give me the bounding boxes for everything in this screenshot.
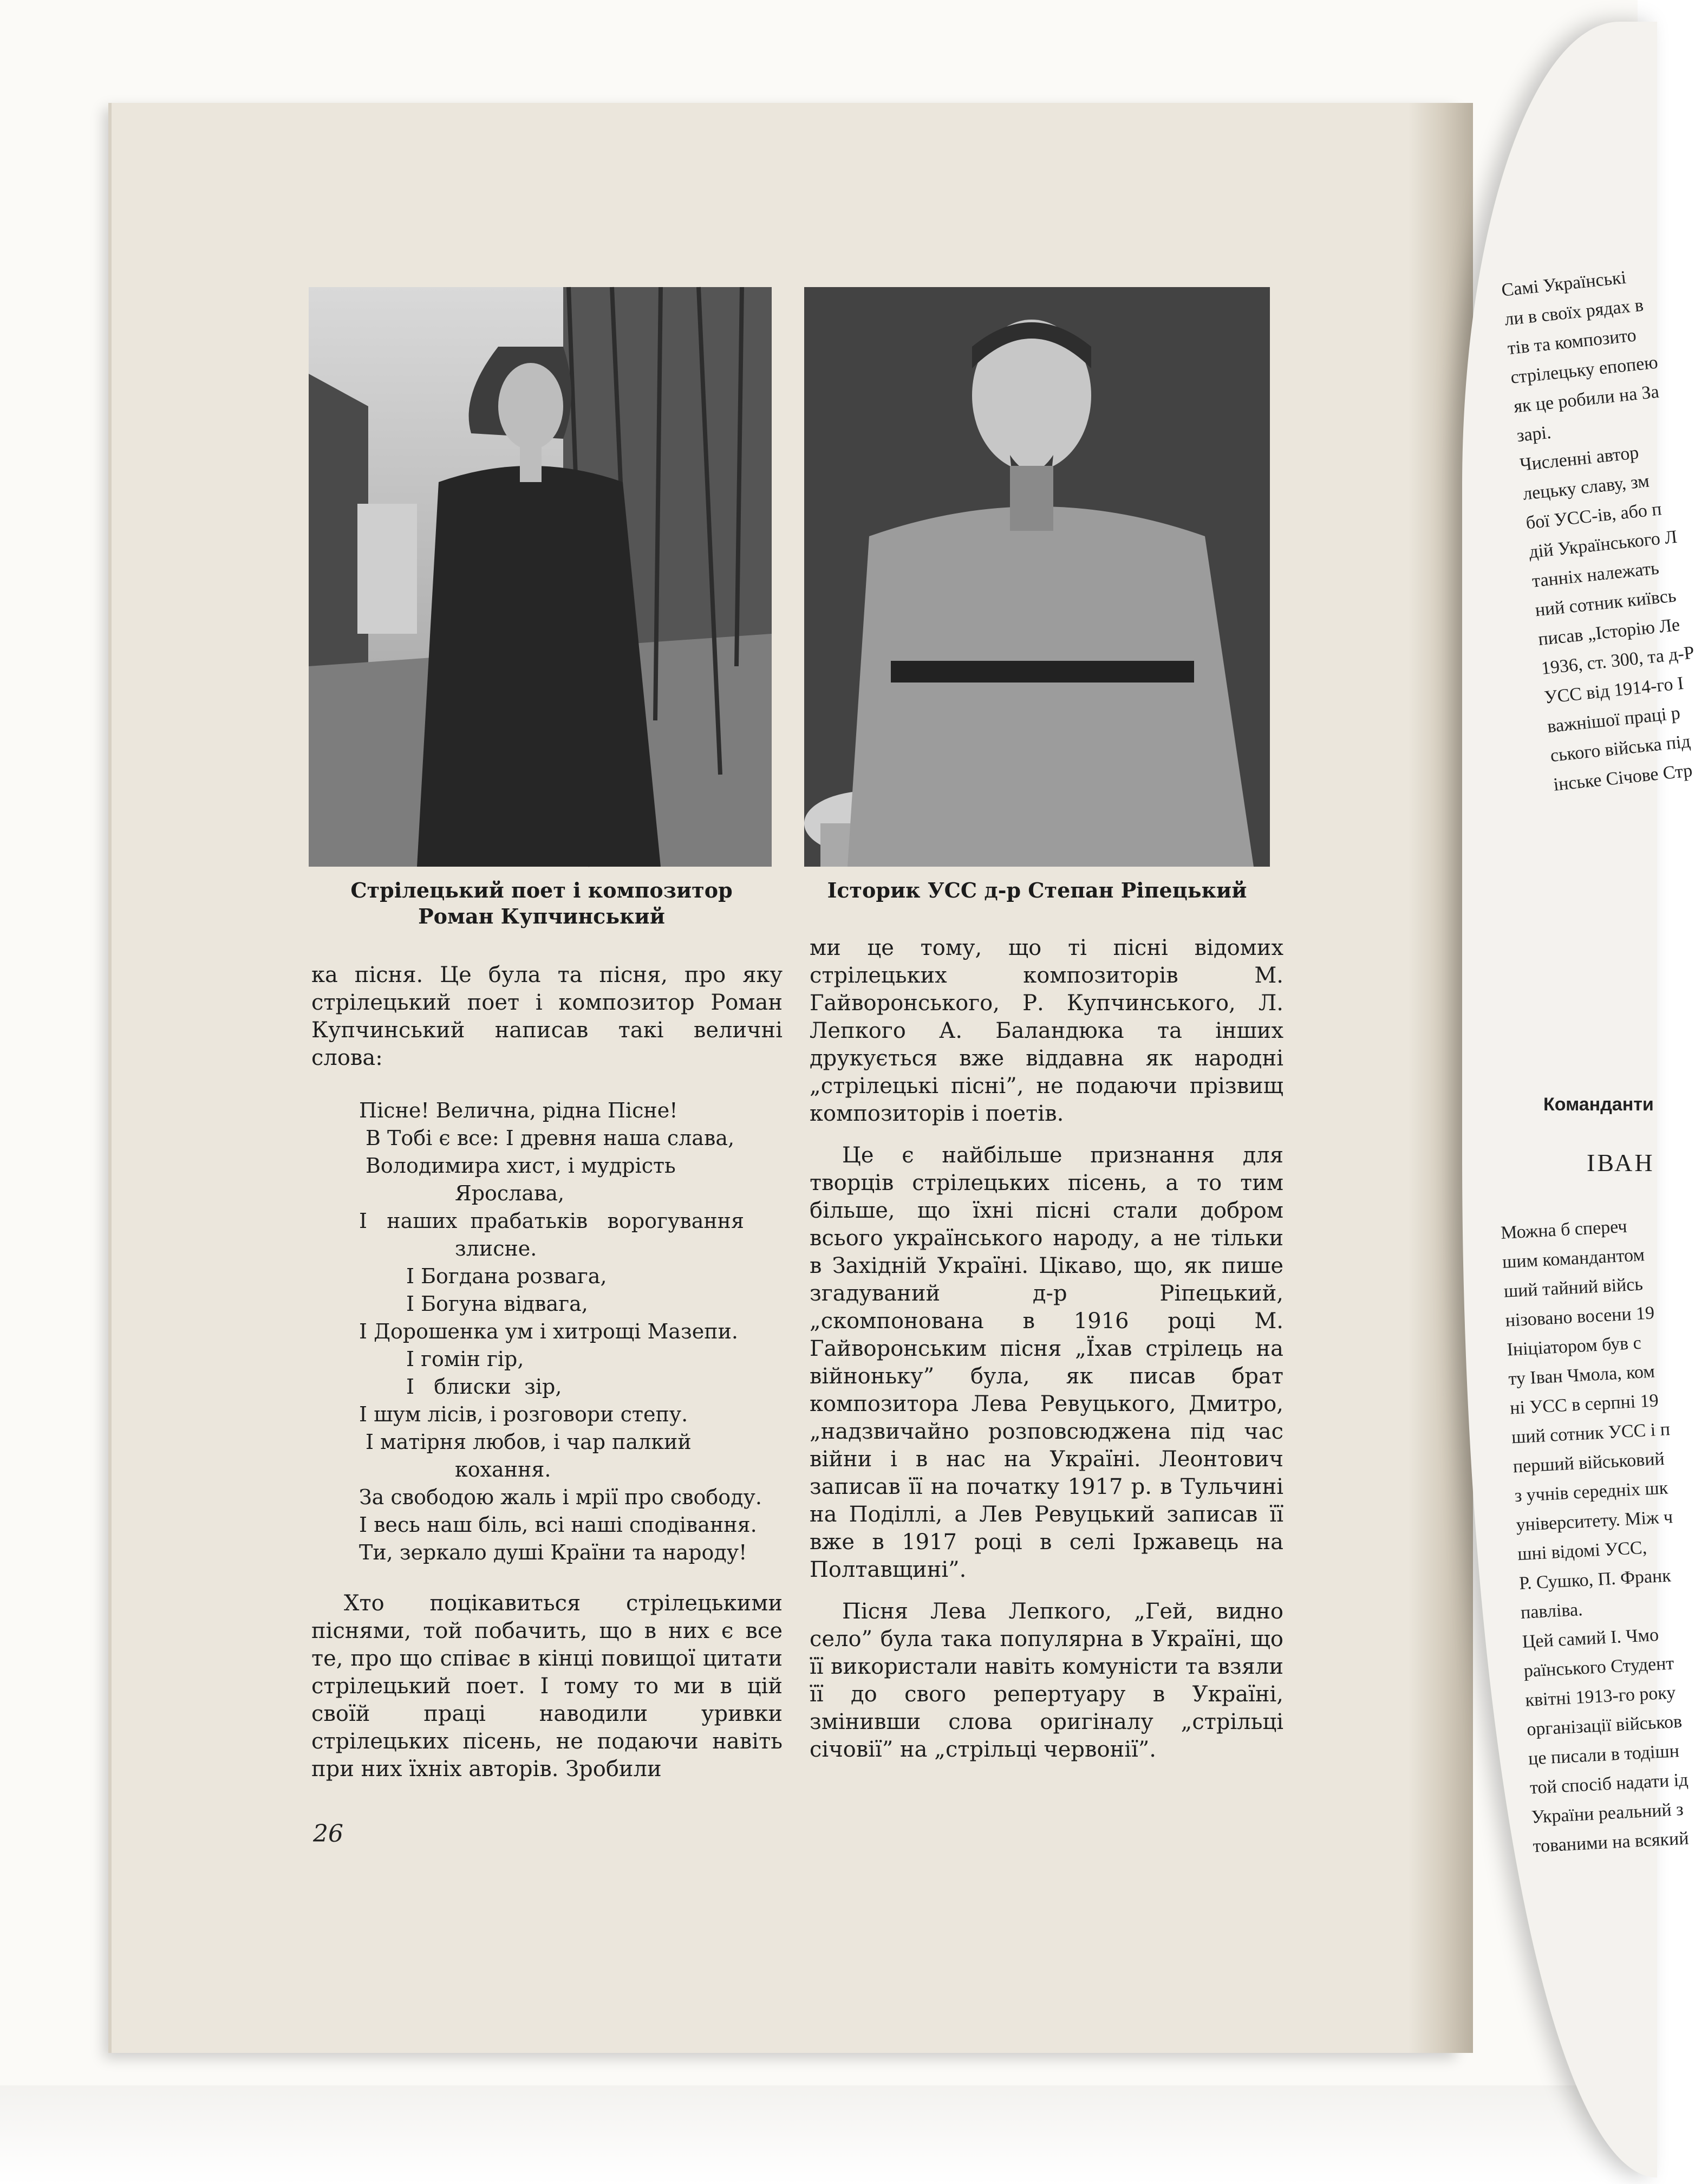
poem-line: Пісне! Велична, рідна Пісне! (359, 1098, 678, 1122)
facing-line: той спосіб надати ід (1529, 1770, 1689, 1798)
page-number: 26 (313, 1820, 343, 1848)
facing-line: ні УСС в серпні 19 (1509, 1390, 1659, 1419)
facing-line: ший тайний війсь (1503, 1274, 1644, 1302)
photo-stepan-ripetskyi (804, 287, 1270, 867)
poem-line: Володимира хист, і мудрість (366, 1154, 676, 1178)
facing-line: ського війська під (1549, 731, 1692, 766)
caption-left-line-1: Стрілецький поет і композитор (350, 878, 733, 902)
facing-line: Цей самий І. Чмо (1521, 1624, 1659, 1652)
poem-line: І весь наш біль, всі наші сподівання. (359, 1513, 757, 1537)
facing-line: ший сотник УСС і п (1511, 1419, 1671, 1448)
facing-line: лецьку славу, зм (1522, 471, 1651, 504)
photo-caption-right (799, 877, 1275, 903)
facing-line: Ініціатором був с (1506, 1332, 1642, 1360)
facing-line: нізовано восени 19 (1504, 1303, 1655, 1331)
poem-line: Ярослава, (455, 1181, 565, 1205)
facing-line: ту Іван Чмола, ком (1508, 1361, 1655, 1389)
left-column-outro (311, 1590, 783, 1797)
caption-left-line-2: Роман Купчинський (418, 904, 665, 928)
photo-roman-kupchynskyi (309, 287, 772, 867)
poem-line: І матірня любов, і чар палкий (366, 1430, 692, 1454)
facing-line: тованими на всякий (1532, 1828, 1690, 1857)
poem-line: І Богуна відвага, (406, 1292, 588, 1316)
facing-line: павліва. (1520, 1600, 1583, 1623)
facing-line: організації військов (1526, 1711, 1683, 1740)
facing-line: стрілецьку епопею (1509, 352, 1659, 388)
facing-line: бої УСС-ів, або п (1524, 499, 1663, 534)
facing-page-top-text (1500, 260, 1708, 800)
facing-line: УСС від 1914-го І (1543, 673, 1685, 708)
right-paragraph-3: Пісня Лева Лепкого, „Гей, видно село” була така популярна в Україні, що її використали навіть комуністи та взяли її до свого репертуару в Україні, змінивши слова оригіналу „стрільці січовії” на „стрільці червонії”. (810, 1599, 1283, 1762)
facing-line: дій Українського Л (1528, 526, 1678, 563)
facing-line: України реальний з (1530, 1799, 1684, 1828)
poem-line: І нашиx прабатьків ворогування (359, 1209, 744, 1233)
right-paragraph-2: Це є найбільше признання для творців стрілецьких пісень, а то тим більше, що їхні пісні стали добром всього українського народу, а не тільки в Західній Україні. Цікаво, що, як пише згадуваний д-р Ріпецький, „скомпонована в 1916 році М. Гайворонським пісня „Їхав стрілець на війноньку” була, як писав брат композитора Лева Ревуцького, Дмитро, „надзвичайно розповсюджена під час війни і в нас на Україні. Леонтович записав її на початку 1917 р. в Тульчині на Поділлі, а Лев Ревуцький записав її вже в 1917 році в селі Іржавець на Полтавщині”. (810, 1143, 1283, 1582)
poem-line: І Богдана розвага, (406, 1264, 607, 1288)
facing-line: з учнів середніх шк (1514, 1478, 1669, 1506)
table-surface (0, 2085, 1638, 2184)
facing-line: Самі Українські (1500, 267, 1627, 301)
poem-line: І шум лісів, і розговори степу. (359, 1402, 688, 1426)
right-paragraph-1: ми це тому, що ті пісні відомих стрілецьких композиторів М. Гайворонського, Р. Купчинського, Л. Лепкого А. Баландюка та інших друкується вже віддавна як народні „стрілецькі пісні”, не подаючи прізвищ композиторів і поетів. (810, 935, 1283, 1126)
poem-line: За свободою жаль і мрії про свободу. (359, 1485, 762, 1509)
facing-line: університету. Між ч (1515, 1507, 1673, 1536)
left-column-intro (311, 961, 783, 1086)
poem-line: В Тобі є все: І древня наша слава, (366, 1126, 735, 1150)
facing-page-name: ІВАН (1587, 1149, 1655, 1176)
poem-line: І гомін гір, (406, 1347, 524, 1371)
facing-line: зарі. (1516, 422, 1553, 446)
facing-line: як це робили на За (1513, 381, 1660, 417)
facing-line: танніх належать (1531, 558, 1660, 592)
facing-line: ний сотник київсь (1534, 586, 1677, 621)
right-column (810, 934, 1283, 1778)
facing-line: це писали в тодішн (1528, 1741, 1680, 1769)
facing-line: шим командантом (1502, 1245, 1645, 1272)
facing-line: раїнського Студент (1523, 1653, 1675, 1681)
facing-line: Р. Сушко, П. Франк (1518, 1565, 1672, 1594)
facing-line: квітні 1913-го року (1524, 1682, 1677, 1711)
facing-line: інське Січове Стр (1552, 760, 1693, 795)
facing-line: 1936, ст. 300, та д-Р (1540, 642, 1696, 679)
facing-line: тів та композито (1507, 325, 1638, 359)
facing-line: перший військовий (1513, 1448, 1665, 1477)
facing-line: Можна б спереч (1500, 1216, 1628, 1243)
right-page (1462, 22, 1696, 2178)
intro-paragraph: ка пісня. Це була та пісня, про яку стрілецький поет і композитор Роман Купчинський написав такі величні слова: (311, 963, 783, 1070)
facing-page-bottom-text (1500, 1211, 1692, 1862)
facing-line: писав „Історію Ле (1537, 614, 1681, 650)
facing-line: шні відомі УСС, (1517, 1537, 1647, 1565)
poem-line: І блиски зір, (406, 1375, 562, 1399)
facing-line: важнішої праці р (1546, 703, 1681, 737)
poem-line: злисне. (455, 1237, 537, 1260)
caption-right-line-1: Історик УСС д-р Степан Ріпецький (827, 878, 1247, 902)
poem-line: Ти, зеркало душі Країни та народу! (359, 1540, 747, 1564)
outro-paragraph: Хто поцікавиться стрілецькими піснями, той побачить, що в них є все те, про що співає в кінці повищої цитати стрілецький поет. І тому то ми в цій своїй праці наводили уривки стрілецьких пісень, не подаючи навіть при них їхніх авторів. Зробили (311, 1591, 783, 1782)
facing-page-heading: Команданти (1543, 1094, 1654, 1115)
photo-caption-left (303, 877, 780, 929)
poem (311, 1097, 788, 1566)
facing-line: ли в своїх рядах в (1503, 295, 1645, 330)
facing-line: Численні автор (1518, 443, 1640, 475)
poem-line: І Дорошенка ум і хитрощі Мазепи. (359, 1320, 738, 1343)
poem-line: кохання. (455, 1458, 551, 1481)
